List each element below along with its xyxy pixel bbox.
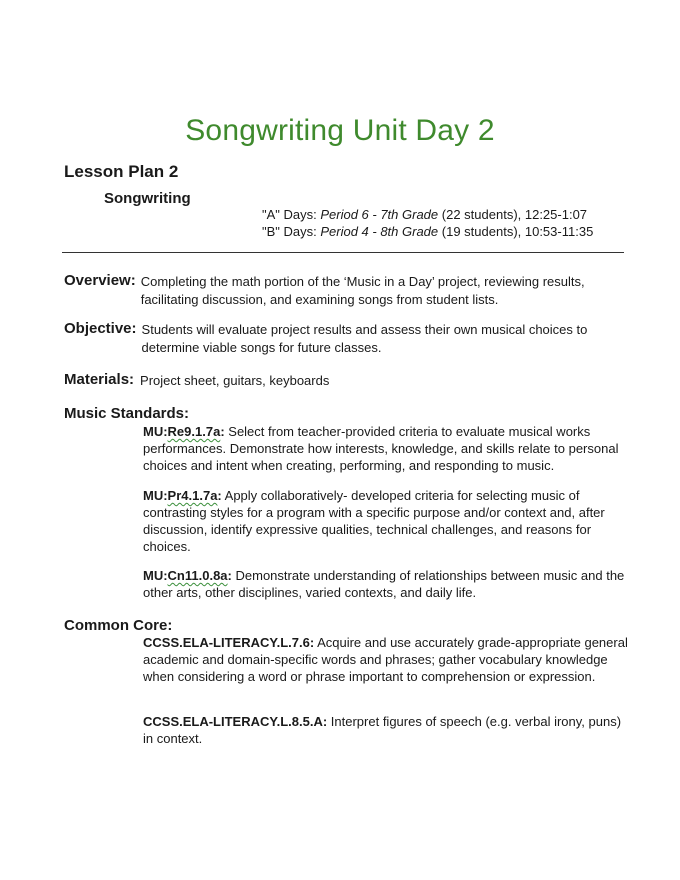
common-core-text: Interpret figures of speech (e.g. verbal irony, puns) in context. bbox=[143, 714, 622, 746]
overview-text: Completing the math portion of the ‘Music in a Day’ project, reviewing results, facilitating discussion, and examining songs from student lists. bbox=[140, 274, 585, 307]
schedule-a-label: "A" Days: bbox=[262, 207, 321, 222]
schedule-b-days bbox=[262, 223, 593, 240]
overview-label: Overview: bbox=[64, 272, 136, 289]
schedule-block bbox=[262, 206, 593, 240]
schedule-a-period: Period 6 - 7th Grade bbox=[320, 207, 439, 222]
music-standard-item bbox=[143, 567, 628, 601]
music-standard-item bbox=[143, 487, 628, 555]
materials-label: Materials: bbox=[64, 371, 135, 388]
standard-code: MU:Cn11.0.8a: bbox=[143, 568, 232, 583]
objective-text: Students will evaluate project results and assess their own musical choices to determine viable songs for future classes. bbox=[141, 322, 588, 355]
common-core-item bbox=[143, 634, 628, 685]
materials-section bbox=[64, 371, 630, 390]
standard-text: Apply collaboratively- developed criteria for selecting music of contrasting styles for a program with a specific purpose and/or context and, after discussion, identify expressive qualities, technical challenges, and reasons for choices. bbox=[143, 488, 605, 554]
common-core-code: CCSS.ELA-LITERACY.L.7.6: bbox=[143, 635, 315, 650]
schedule-a-details: (22 students), 12:25-1:07 bbox=[438, 207, 588, 222]
lesson-plan-subtitle: Songwriting bbox=[104, 190, 191, 207]
page-title: Songwriting Unit Day 2 bbox=[185, 114, 495, 147]
objective-section bbox=[64, 320, 630, 356]
standard-text: Select from teacher-provided criteria to evaluate musical works performances. Demonstrate how interests, knowledge, and skills relate to personal choices and intent when creating, performing, and responding to music. bbox=[143, 424, 619, 473]
standard-text: Demonstrate understanding of relationships between music and the other arts, other disciplines, varied contexts, and daily life. bbox=[143, 568, 625, 600]
common-core-item bbox=[143, 713, 628, 747]
schedule-b-period: Period 4 - 8th Grade bbox=[320, 224, 439, 239]
objective-label: Objective: bbox=[64, 320, 137, 337]
common-core-heading: Common Core: bbox=[64, 617, 173, 634]
music-standards-heading: Music Standards: bbox=[64, 405, 190, 422]
standard-code: MU:Re9.1.7a: bbox=[143, 424, 225, 439]
lesson-plan-title: Lesson Plan 2 bbox=[64, 162, 179, 181]
overview-section bbox=[64, 272, 630, 308]
standard-code: MU:Pr4.1.7a: bbox=[143, 488, 222, 503]
materials-text: Project sheet, guitars, keyboards bbox=[140, 373, 330, 388]
horizontal-divider bbox=[62, 252, 624, 253]
schedule-b-details: (19 students), 10:53-11:35 bbox=[438, 224, 594, 239]
common-core-text: Acquire and use accurately grade-appropriate general academic and domain-specific words and phrases; gather vocabulary knowledge when considering a word or phrase important to comprehension or expression. bbox=[143, 635, 628, 684]
schedule-b-label: "B" Days: bbox=[262, 224, 321, 239]
music-standard-item bbox=[143, 423, 628, 474]
schedule-a-days bbox=[262, 206, 593, 223]
common-core-code: CCSS.ELA-LITERACY.L.8.5.A: bbox=[143, 714, 328, 729]
